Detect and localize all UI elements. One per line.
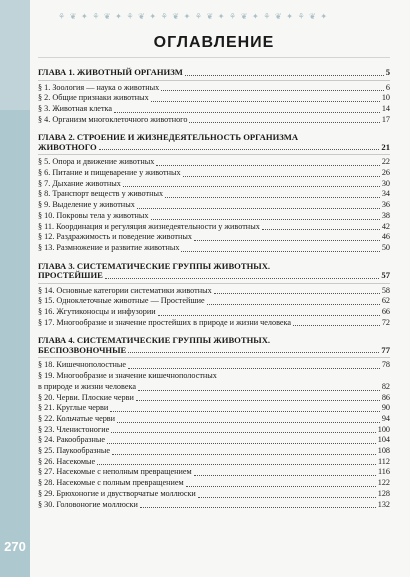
toc-item-page: 104 (377, 435, 390, 445)
toc-item-label: § 3. Животная клетка (38, 103, 113, 113)
divider (38, 80, 390, 81)
toc-item[interactable] (38, 467, 390, 478)
toc-item-page: 50 (381, 242, 390, 252)
dot-leader (198, 496, 376, 498)
dot-leader (140, 506, 376, 508)
toc-item-page: 10 (381, 93, 390, 103)
toc-item[interactable] (38, 307, 390, 318)
toc-item-page: 72 (381, 317, 390, 327)
toc-item-page: 46 (381, 232, 390, 242)
toc-item-label: § 4. Организм многоклеточного животного (38, 114, 188, 124)
toc-item[interactable] (38, 296, 390, 307)
toc-item-page: 112 (378, 456, 390, 466)
toc-item-page: 17 (381, 114, 390, 124)
toc-item-page: 122 (377, 478, 390, 488)
dot-leader (105, 277, 380, 279)
toc-item-page: 22 (381, 157, 390, 167)
toc-item-page: 82 (381, 381, 390, 391)
dot-leader (138, 389, 380, 391)
chapter-heading-line (38, 68, 390, 78)
divider (38, 154, 390, 155)
toc-item-page: 132 (377, 499, 390, 509)
toc-item[interactable] (38, 446, 390, 457)
chapter-heading: ГЛАВА 1. ЖИВОТНЫЙ ОРГАНИЗМ (38, 67, 183, 77)
chapter-heading-cont: БЕСПОЗВОНОЧНЫЕ (38, 344, 127, 355)
chapter-page: 5 (385, 67, 390, 77)
toc-item-page: 108 (377, 446, 390, 456)
left-margin-band (0, 0, 30, 577)
dot-leader (194, 239, 380, 241)
toc-item-label: § 24. Ракообразные (38, 435, 106, 445)
dot-leader (181, 250, 379, 252)
toc-item-label: § 7. Дыхание животных (38, 178, 121, 188)
dot-leader (185, 74, 384, 76)
toc-item-page: 30 (381, 178, 390, 188)
toc-item-page: 128 (377, 488, 390, 498)
toc-item[interactable] (38, 489, 390, 500)
divider (38, 357, 390, 358)
toc-item-label: § 23. Членистоногие (38, 424, 110, 434)
dot-leader (110, 410, 380, 412)
dot-leader (136, 399, 380, 401)
toc-item[interactable] (38, 115, 390, 126)
toc-item[interactable] (38, 157, 390, 168)
toc-item-label: § 25. Паукообразные (38, 446, 111, 456)
divider (38, 283, 390, 284)
dot-leader (156, 164, 379, 166)
toc-item-page: 36 (381, 200, 390, 210)
toc-item[interactable] (38, 200, 390, 211)
dot-leader (165, 196, 380, 198)
dot-leader (262, 228, 380, 230)
chapter-section (38, 262, 390, 329)
chapter-heading-line (38, 271, 390, 281)
ornament-glyphs: ⚘ ❦ ✦ ⚘ ❦ ✦ ⚘ ❦ ✦ ⚘ ❦ ✦ ⚘ ❦ ✦ ⚘ ❦ ✦ ⚘ ❦ ✦ ⚘ ❦ ✦ (58, 12, 329, 21)
chapter-section (38, 336, 390, 510)
toc-item-page: 62 (381, 296, 390, 306)
toc-item-page: 26 (381, 168, 390, 178)
toc-item-label: § 21. Круглые черви (38, 403, 109, 413)
toc-item[interactable] (38, 243, 390, 254)
toc-item[interactable] (38, 500, 390, 511)
page-title: ОГЛАВЛЕНИЕ (38, 34, 390, 58)
toc-item-page: 38 (381, 210, 390, 220)
toc-item-page: 42 (381, 221, 390, 231)
dot-leader (128, 351, 379, 353)
dot-leader (158, 314, 380, 316)
toc-item-label: § 29. Брюхоногие и двустворчатые моллюски (38, 488, 196, 498)
dot-leader (151, 100, 380, 102)
toc-item[interactable] (38, 222, 390, 233)
chapter-section (38, 68, 390, 125)
dot-leader (128, 367, 380, 369)
toc-item-page: 100 (377, 424, 390, 434)
toc-item-label: § 19. Многообразие и значение кишечнополостных (38, 371, 217, 381)
toc-item-label: § 8. Транспорт веществ у животных (38, 189, 164, 199)
dot-leader (111, 431, 375, 433)
chapter-heading-cont: ЖИВОТНОГО (38, 141, 97, 152)
toc-item[interactable] (38, 286, 390, 297)
toc-item-label: § 20. Черви. Плоские черви (38, 392, 134, 402)
toc-item-label: § 27. Насекомые с неполным превращением (38, 467, 192, 477)
toc-item[interactable] (38, 104, 390, 115)
toc-item-page: 14 (381, 103, 390, 113)
toc-item-label: § 15. Одноклеточные животные — Простейшие (38, 296, 205, 306)
toc-item-label: § 10. Покровы тела у животных (38, 210, 149, 220)
toc-item-page: 116 (378, 467, 390, 477)
toc-item-page: 86 (381, 392, 390, 402)
band-accent (0, 0, 30, 110)
top-decorative-border (58, 6, 406, 21)
toc-item-label: § 30. Головоногие моллюски (38, 499, 138, 509)
chapter-heading: ГЛАВА 3. СИСТЕМАТИЧЕСКИЕ ГРУППЫ ЖИВОТНЫХ. (38, 260, 271, 271)
dot-leader (207, 303, 380, 305)
toc-item-label: § 12. Раздражимость и поведение животных (38, 232, 192, 242)
toc-item[interactable] (38, 93, 390, 104)
chapter-heading: ГЛАВА 4. СИСТЕМАТИЧЕСКИЕ ГРУППЫ ЖИВОТНЫХ. (38, 335, 271, 346)
toc-item-label: § 28. Насекомые с полным превращением (38, 478, 184, 488)
toc-item-label: § 9. Выделение у животных (38, 200, 135, 210)
dot-leader (117, 421, 380, 423)
toc-item[interactable] (38, 435, 390, 446)
dot-leader (137, 207, 380, 209)
chapter-list (38, 68, 390, 510)
chapter-page: 77 (381, 344, 390, 355)
toc-item-label: § 2. Общие признаки животных (38, 93, 149, 103)
chapter-heading-cont: ПРОСТЕЙШИЕ (38, 270, 103, 281)
dot-leader (183, 175, 380, 177)
toc-item-label: § 16. Жгутиконосцы и инфузории (38, 307, 156, 317)
toc-item[interactable] (38, 189, 390, 200)
toc-item-page: 6 (385, 82, 390, 92)
chapter-heading: ГЛАВА 2. СТРОЕНИЕ И ЖИЗНЕДЕЯТЕЛЬНОСТЬ ОРГАНИЗМА (38, 132, 299, 143)
toc-item[interactable] (38, 211, 390, 222)
toc-item-page: 78 (381, 360, 390, 370)
toc-item-page: 58 (381, 285, 390, 295)
toc-item[interactable] (38, 478, 390, 489)
toc-item[interactable] (38, 403, 390, 414)
chapter-heading-line (38, 346, 390, 356)
toc-item-label: § 22. Кольчатые черви (38, 413, 116, 423)
toc-item-label: § 13. Размножение и развитие животных (38, 242, 180, 252)
toc-item-label: § 14. Основные категории систематики животных (38, 285, 212, 295)
toc-item-page: 94 (381, 413, 390, 423)
dot-leader (99, 148, 380, 150)
chapter-page: 57 (381, 270, 390, 281)
chapter-heading-line (38, 143, 390, 153)
toc-item[interactable] (38, 232, 390, 243)
toc-item[interactable] (38, 414, 390, 425)
toc-item[interactable] (38, 371, 390, 382)
dot-leader (114, 111, 380, 113)
chapter-page: 21 (381, 141, 390, 152)
dot-leader (189, 121, 379, 123)
toc-item-page: 34 (381, 189, 390, 199)
toc-item-label: § 26. Насекомые (38, 456, 96, 466)
dot-leader (112, 453, 376, 455)
toc-item-cont[interactable] (38, 382, 390, 393)
toc-item[interactable] (38, 318, 390, 329)
dot-leader (123, 185, 380, 187)
dot-leader (186, 485, 376, 487)
toc-item-label: § 6. Питание и пищеварение у животных (38, 168, 181, 178)
dot-leader (293, 324, 380, 326)
dot-leader (151, 218, 380, 220)
toc-item[interactable] (38, 360, 390, 371)
toc-item[interactable] (38, 393, 390, 404)
toc-item[interactable] (38, 83, 390, 94)
toc-item-label: § 11. Координация и регуляция жизнедеятельности у животных (38, 221, 260, 231)
dot-leader (194, 474, 376, 476)
chapter-section (38, 133, 390, 253)
toc-item-page: 66 (381, 307, 390, 317)
toc-item[interactable] (38, 168, 390, 179)
page-number: 270 (4, 538, 26, 554)
toc-item-page: 90 (381, 403, 390, 413)
dot-leader (161, 89, 384, 91)
toc-item-label-cont: в природе и жизни человека (38, 381, 136, 391)
toc-item[interactable] (38, 457, 390, 468)
toc-item-label: § 5. Опора и движение животных (38, 157, 155, 167)
table-of-contents (38, 34, 390, 518)
toc-item-label: § 1. Зоология — наука о животных (38, 82, 160, 92)
toc-item-label: § 18. Кишечнополостные (38, 360, 127, 370)
toc-item[interactable] (38, 179, 390, 190)
toc-item[interactable] (38, 425, 390, 436)
dot-leader (97, 463, 376, 465)
dot-leader (214, 292, 380, 294)
toc-item-label: § 17. Многообразие и значение простейших в природе и жизни человека (38, 317, 292, 327)
dot-leader (107, 442, 376, 444)
